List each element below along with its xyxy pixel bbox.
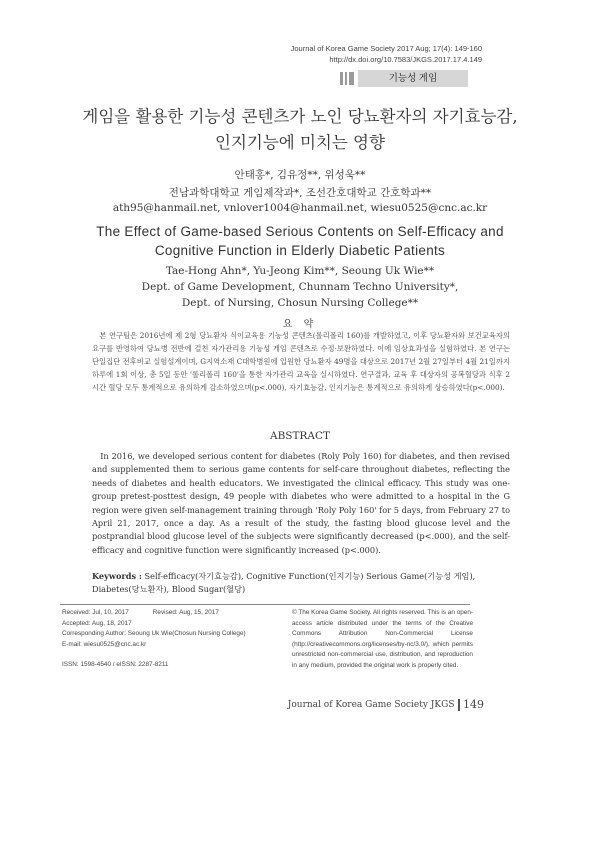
keywords-label: Keywords :	[92, 571, 142, 581]
received-date: Received: Jul, 10, 2017	[62, 609, 129, 616]
issn: ISSN: 1598-4540 / eISSN: 2287-8211	[62, 661, 169, 669]
korean-abstract-body: 본 연구팀은 2016년에 제 2형 당뇨환자 식이교육용 기능성 콘텐츠(롤리폴리 160)를 개발하였고, 이후 당뇨환자와 보건교육자의 요구를 반영하여 당뇨병 전반에 걸친 자가관리용 기능성 게임 콘텐츠로 수정·보완하였다. 이에 임상효과성을 실험하였다. 본 연구는 단일집단 전후비교 실험설계이며, G지역소재 C대학병원에 입원한 당뇨환자 49명을 대상으로 2017년 2월 27일부터 4월 21일까지 하루에 1회 이상, 총 5일 동안 '롤리폴리 160'을 통한 자가관리 교육을 실시하였다. 연구결과, 교육 후 대상자의 공복혈당과 식후 2시간 혈당 모두 통계적으로 유의하게 감소하였으며(p<.000), 자기효능감, 인지기능은 통계적으로 유의하게 상승하였다(p<.000).	[92, 331, 510, 392]
author-emails: ath95@hanmail.net, vnlover1004@hanmail.net, wiesu0525@cnc.ac.kr	[112, 202, 488, 214]
section-tag-label: 기능성 게임	[358, 70, 468, 87]
english-abstract-heading: ABSTRACT	[269, 430, 331, 442]
korean-title-line-1: 게임을 활용한 기능성 콘텐츠가 노인 당뇨환자의 자기효능감,	[82, 107, 518, 126]
article-info	[62, 608, 277, 671]
korean-title-line-2: 인지기능에 미치는 영향	[215, 133, 385, 152]
english-affiliation-line-1: Dept. of Game Development, Chunnam Techno University*,	[141, 281, 459, 293]
footer-separator	[458, 699, 461, 711]
journal-citation: Journal of Korea Game Society 2017 Aug; 17(4): 149-160	[290, 44, 482, 53]
keywords	[92, 570, 510, 597]
page-number: 149	[463, 698, 484, 711]
section-tag	[340, 70, 468, 87]
footer-journal-name: Journal of Korea Game Society JKGS	[287, 700, 455, 710]
section-tag-bars	[340, 72, 354, 85]
korean-authors: 안태홍*, 김유정**, 위성욱**	[234, 169, 366, 181]
revised-date: Revised: Aug, 15, 2017	[152, 609, 219, 616]
english-title-line-2: Cognitive Function in Elderly Diabetic Patients	[154, 243, 446, 258]
english-affiliation-line-2: Dept. of Nursing, Chosun Nursing College**	[181, 297, 419, 309]
korean-abstract-heading: 요 약	[282, 319, 318, 330]
corresponding-author: Corresponding Author: Seoung Uk Wie(Chosun Nursing College)	[62, 630, 246, 638]
copyright-notice: © The Korea Game Society. All rights reserved. This is an open-access article distributed under the terms of the Creative Commons Attribution Non-Commercial License (http://creativecommons.org/licenses/by-nc/3.0/), which permits unrestricted non-commercial use, distribution, and reproduction in any medium, provided the original work is properly cited.	[292, 609, 473, 669]
accepted-date: Accepted: Aug, 18, 2017	[62, 619, 132, 627]
corresponding-email: E-mail: wiesu0525@cnc.ac.kr	[62, 640, 147, 648]
keywords-text: Self-efficacy(자기효능감), Cognitive Function(인지기능) Serious Game(기능성 게임), Diabetes(당뇨환자), Blood Sugar(혈당)	[92, 571, 476, 595]
page-footer	[288, 698, 484, 711]
english-abstract-body: In 2016, we developed serious content for diabetes (Roly Poly 160) for diabetes, and then revised and supplemented them to serious game contents for self-care throughout diabetes, reflecting the needs of diabetes and health educators. We investigated the clinical efficacy. This study was one-group pretest-posttest design, 49 people with diabetes who were admitted to a hospital in the G region were given self-management training through 'Roly Poly 160' for 5 days, from February 27 to April 21, 2017, once a day. As a result of the study, the fasting blood glucose level and the postprandial blood glucose level of the subjects were significantly decreased (p<.000), and the self-efficacy and cognitive function were significantly increased (p<.000).	[92, 451, 510, 555]
english-authors: Tae-Hong Ahn*, Yu-Jeong Kim**, Seoung Uk Wie**	[165, 265, 435, 277]
article-info-divider	[60, 604, 470, 605]
english-title-line-1: The Effect of Game-based Serious Contents on Self-Efficacy and	[96, 224, 504, 239]
korean-affiliations: 전남과학대학교 게임제작과*, 조선간호대학교 간호학과**	[168, 187, 432, 199]
doi-link[interactable]: http://dx.doi.org/10.7583/JKGS.2017.17.4.149	[329, 55, 482, 64]
